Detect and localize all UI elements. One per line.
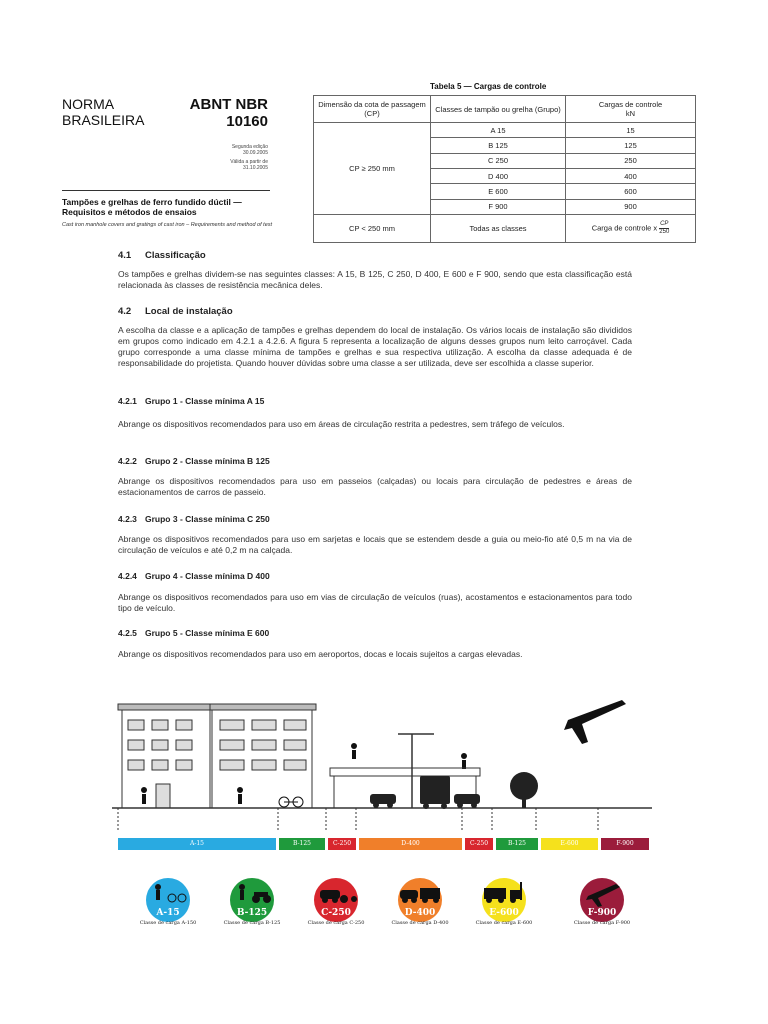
cp-ge-cell: CP ≥ 250 mm [314,123,431,215]
tree-icon [510,772,538,808]
class-cell: E 600 [431,184,566,199]
load-cell: 125 [566,138,696,153]
norma-line-1: NORMA [62,96,115,112]
badge-label: B-125 [236,908,268,918]
group-2-heading [118,456,270,466]
formula-text: Carga de controle x [591,223,658,233]
building-icon [118,704,316,808]
document-title: Tampões e grelhas de ferro fundido dúctil — Requisitos e métodos de ensaios [62,197,242,217]
section-title: Grupo 1 - Classe mínima A 15 [145,396,265,406]
formula-denominator: 250 [659,229,670,235]
header-cp: Dimensão da cota de passagem (CP) [314,96,431,123]
section-4-2-heading [118,306,233,317]
norma-line-2: BRASILEIRA [62,112,145,128]
group-3-heading [118,514,270,524]
header-divider [62,190,270,191]
group-3-text: Abrange os dispositivos recomendados para uso em sarjetas e locais que se estendem desde a guia ou meio-fio até 0,5 m na via de circulação de veículos e até 0,2 m na calçada. [118,534,632,555]
badge-label: C-250 [321,908,351,918]
load-cell: 250 [566,153,696,168]
badge-caption: Classe de carga A-150 [139,920,197,926]
class-badge-f900 [580,878,624,922]
table-header-row [314,96,696,123]
group-1-heading [118,396,264,406]
airplane-icon [580,878,624,908]
pedestrian-motorcycle-icon [230,878,274,908]
section-title: Grupo 2 - Classe mínima B 125 [145,456,270,466]
bar-label: C-250 [332,840,352,847]
table-row [314,215,696,243]
bicycle-icon [279,797,303,807]
cp-lt-cell: CP < 250 mm [314,215,431,243]
street-illustration [112,690,652,830]
badge-caption: Classe de carga D-400 [391,920,449,926]
car-truck-icon [398,878,442,908]
truck-icon [420,776,450,809]
class-cell: A 15 [431,123,566,138]
section-number: 4.1 [118,250,132,261]
car-motorcycle-icon [314,878,358,908]
header-loads-unit: kN [625,109,636,118]
bar-label: D-400 [401,840,420,847]
valid-line-1: Válida a partir de [230,159,268,165]
table-caption: Tabela 5 — Cargas de controle [430,82,547,91]
section-4-2-text: A escolha da classe e a aplicação de tampões e grelhas dependem do local de instalação. Os vários locais de instalação são divididos em grupos como indicado em 4.2.1 a 4.2.6. A figura 5 representa a localização de alguns desses grupos num leito carroçável. Cada grupo corresponde a uma classe mínima de tampões e grelhas e sua respectiva utilização. A escolha da classe adequada é de responsabilidade do projetista. Quando houver dúvidas sobre uma classe a ser utilizada, deve ser escolhida a classe superior. [118,325,632,368]
formula-cell [566,215,696,243]
class-bar-b125 [279,838,325,850]
badge-caption: Classe de carga E-600 [475,920,533,926]
group-5-text: Abrange os dispositivos recomendados para uso em aeroportos, docas e locais sujeitos a cargas elevadas. [118,649,523,659]
zone-markers [118,808,598,830]
section-title: Grupo 4 - Classe mínima D 400 [145,571,270,581]
abnt-line-2: 10160 [226,113,268,130]
class-cell: D 400 [431,168,566,183]
bar-label: B-125 [508,840,526,847]
badge-label: F-900 [587,908,617,918]
section-4-1-heading [118,250,206,261]
section-title: Grupo 3 - Classe mínima C 250 [145,514,270,524]
bar-label: A-15 [190,840,204,847]
load-cell: 15 [566,123,696,138]
group-4-text: Abrange os dispositivos recomendados para uso em vias de circulação de veículos (ruas), acostamentos e estacionamentos para todo tipo de veículo. [118,592,632,613]
section-title: Classificação [145,250,206,261]
formula-fraction [659,221,669,236]
header-loads [566,96,696,123]
class-bar-d400 [359,838,462,850]
load-cell: 400 [566,168,696,183]
bar-label: C-250 [469,840,489,847]
badge-caption: Classe de carga B-125 [223,920,281,926]
group-5-heading [118,628,269,638]
all-classes-cell: Todas as classes [431,215,566,243]
class-bar-b125-2 [496,838,538,850]
section-number: 4.2 [118,306,132,317]
group-2-text: Abrange os dispositivos recomendados para uso em passeios (calçadas) ou locais para circulação de pedestres e áreas de estacionamentos de carros de passeio. [118,476,632,497]
class-badge-e600 [482,878,526,922]
header-classes: Classes de tampão ou grelha (Grupo) [431,96,566,123]
document-subtitle: Cast iron manhole covers and gratings of cast iron – Requirements and method of test [62,222,273,228]
standard-number [180,96,268,130]
edition-info [180,144,268,171]
section-number: 4.2.2 [118,456,137,466]
class-badge-a15 [146,878,190,922]
table-row [314,123,696,138]
section-title: Grupo 5 - Classe mínima E 600 [145,628,270,638]
class-bar-a15 [118,838,276,850]
norma-brasileira [62,96,144,128]
load-cell: 600 [566,184,696,199]
class-badge-b125 [230,878,274,922]
class-bar-f900 [601,838,649,850]
class-cell: C 250 [431,153,566,168]
truck-forklift-icon [482,878,526,908]
edition-line-2: 30.09.2005 [242,150,268,156]
section-number: 4.2.4 [118,571,137,581]
badge-label: A-15 [156,908,180,918]
load-cell: 900 [566,199,696,214]
class-badge-c250 [314,878,358,922]
abnt-line-1: ABNT NBR [189,96,268,113]
class-bar-c250-2 [465,838,493,850]
edition-line-1: Segunda edição [231,144,268,150]
group-4-heading [118,571,270,581]
badge-label: E-600 [489,908,519,918]
bar-label: E-600 [560,840,579,847]
group-1-text: Abrange os dispositivos recomendados para uso em áreas de circulação restrita a pedestres, sem tráfego de veículos. [118,419,565,429]
badge-caption: Classe de carga F-900 [573,920,631,926]
header-loads-line1: Cargas de controle [598,100,663,109]
section-number: 4.2.5 [118,628,137,638]
pedestrian-bicycle-icon [146,878,190,908]
badge-caption: Classe de carga C-250 [307,920,365,926]
class-badge-d400 [398,878,442,922]
badge-label: D-400 [404,908,436,918]
class-bar-c250 [328,838,356,850]
section-title: Local de instalação [145,306,233,317]
formula-numerator: CP [660,221,669,227]
bar-label: B-125 [293,840,311,847]
bar-label: F-900 [616,840,634,847]
class-bar-e600 [541,838,598,850]
class-cell: F 900 [431,199,566,214]
section-4-1-text: Os tampões e grelhas dividem-se nas seguintes classes: A 15, B 125, C 250, D 400, E 600 e F 900, sendo que esta classificação está relacionada às classes de resistência mecânica deles. [118,269,632,290]
valid-line-2: 31.10.2005 [242,165,268,171]
section-number: 4.2.3 [118,514,137,524]
airplane-icon [564,700,626,744]
class-cell: B 125 [431,138,566,153]
control-loads-table [313,95,696,243]
pedestrian-icon [141,743,467,804]
section-number: 4.2.1 [118,396,137,406]
